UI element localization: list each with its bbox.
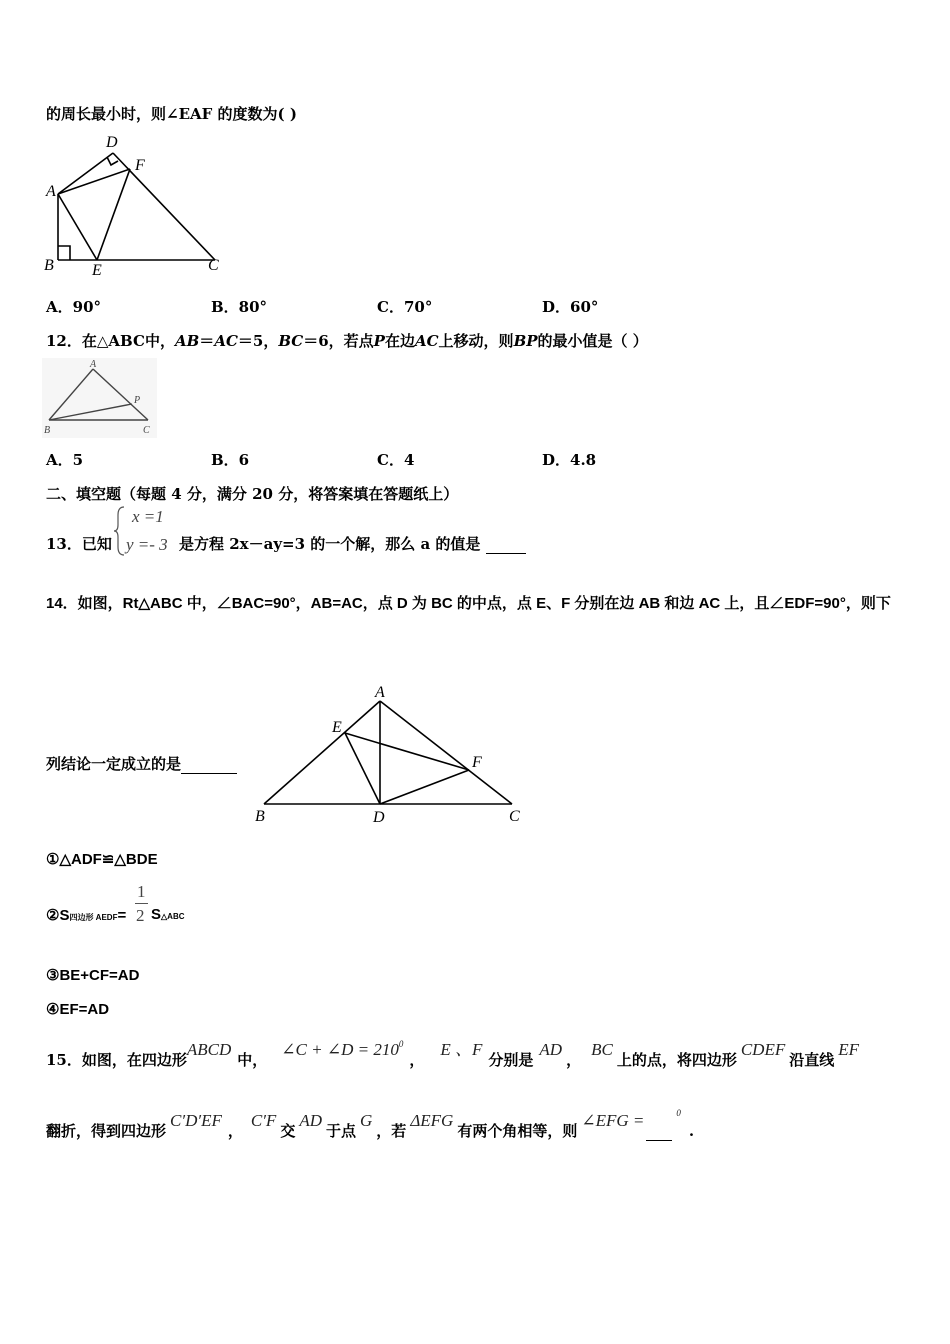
q12-label-b: B (44, 425, 51, 436)
q14-conclusion-4: ④EF=AD (46, 1001, 110, 1018)
q11-option-c: C．70° (377, 298, 433, 316)
q15-line-2: 翻折，得到四边形C′D′EF，C′F交AD于点G，若ΔEFG有两个角相等，则∠EFG = $^0$. (46, 1108, 695, 1140)
q14-label-f: F (472, 754, 482, 771)
q11-edge-ae (58, 194, 97, 260)
q15-answer-blank[interactable] (646, 1122, 672, 1141)
q11-edge-ad (58, 153, 113, 194)
q14-conclusion-3: ③BE+CF=AD (46, 967, 140, 984)
q12-option-c: C．4 (377, 451, 415, 469)
q14-conclusion-1: ①△ADF≌△BDE (46, 851, 158, 868)
q14-figure (252, 683, 532, 828)
q14-stem: 14．如图，Rt△ABC 中，∠BAC=90°，AB=AC，点 D 为 BC 的中点，点 E、F 分别在边 AB 和边 AC 上，且∠EDF=90°，则下 (46, 595, 891, 612)
q13-prefix: 13．已知 (46, 535, 112, 553)
q13-eq2: y =- 3 (126, 535, 168, 554)
q14-frac-den: 2 (136, 906, 145, 925)
q12-label-c: C (143, 425, 150, 436)
q12-stem: 12．在△ABC中，AB＝AC＝5，BC＝6，若点P在边AC上移动，则BP的最小值是（ ） (46, 332, 648, 350)
q14-label-b: B (255, 808, 265, 825)
q14-edge-ed (345, 733, 380, 804)
q11-label-b: B (44, 257, 54, 274)
q12-label-a: A (90, 359, 97, 370)
q14-edge-ab (264, 701, 380, 804)
q11-label-c: C (208, 257, 219, 274)
q11-right-angle-d (107, 157, 118, 165)
q12-label-p: P (134, 395, 141, 406)
q11-edge-af (58, 169, 130, 194)
q14-answer-blank[interactable] (181, 755, 237, 774)
q13-suffix: 是方程 2x－ay=3 的一个解，那么 a 的值是 (179, 533, 526, 554)
q15-line-1: 15．如图，在四边形ABCD中，∠C + ∠D = $210^0$，E 、F分别是AD，BC上的点，将四边形CDEF沿直线EF (46, 1039, 860, 1069)
q14-label-c: C (509, 808, 520, 825)
q13-answer-blank[interactable] (486, 535, 526, 554)
q14-edge-ef (345, 733, 469, 770)
section-2-heading: 二、填空题（每题 4 分，满分 20 分，将答案填在答题纸上） (46, 485, 459, 503)
system-brace (113, 505, 127, 557)
q11-edge-fe (97, 169, 130, 260)
q14-conclusion-2-tail: S△ABC (151, 906, 185, 923)
q11-option-b: B．80° (211, 298, 268, 316)
q11-label-a: A (46, 183, 56, 200)
q14-label-e: E (332, 719, 342, 736)
q12-option-d: D．4.8 (542, 451, 597, 469)
q11-stem: 的周长最小时，则∠EAF 的度数为( ) (46, 105, 297, 123)
q12-figure (42, 358, 157, 438)
q13-eq1: x =1 (132, 507, 164, 526)
q11-label-e: E (92, 262, 102, 278)
q11-label-d: D (106, 134, 118, 151)
q14-edge-ac (380, 701, 512, 804)
q14-label-a: A (375, 684, 385, 701)
q11-figure (40, 132, 230, 278)
q11-option-a: A．90° (46, 298, 102, 316)
q14-conclusion-2: ②S四边形 AEDF= (46, 907, 127, 924)
q12-option-b: B．6 (211, 451, 250, 469)
q14-frac-num: 1 (137, 882, 146, 901)
q11-right-angle-b (58, 246, 70, 260)
q11-option-d: D．60° (542, 298, 599, 316)
q14-stem-2: 列结论一定成立的是 (46, 753, 237, 774)
q11-label-f: F (135, 157, 145, 174)
q14-frac-bar (135, 903, 148, 904)
q14-edge-df (380, 770, 469, 804)
q14-label-d: D (373, 809, 385, 826)
q12-option-a: A．5 (46, 451, 84, 469)
